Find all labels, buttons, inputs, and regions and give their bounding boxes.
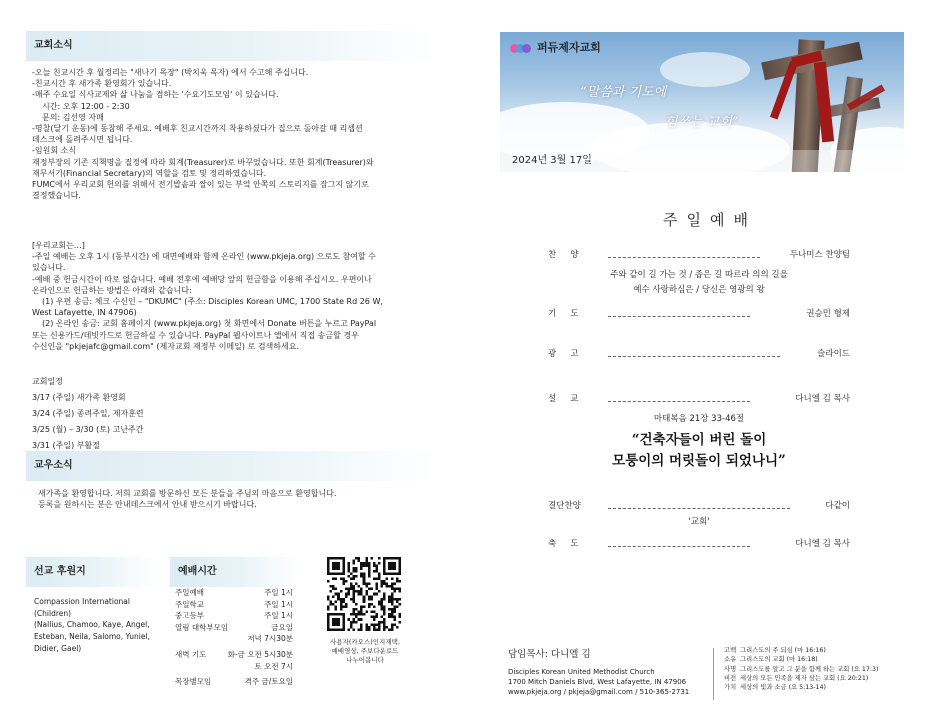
value-key: 사명 (724, 665, 737, 673)
order-label: 찬양 (548, 250, 593, 260)
worship-time-name: 주일예배 (175, 588, 204, 597)
calendar-item: 3/24 (주일) 종려주일, 제자훈련 (32, 409, 144, 418)
online-line: (1) 우편 송금: 체크 수신인 – "DKUMC" (주소: Disciples Korean UMC, 1700 State Rd 26 W, (42, 296, 383, 306)
greeting-body (38, 488, 428, 510)
sermon-title-line: “건축자들이 버린 돌이 (631, 432, 767, 448)
online-line: -주일 예배는 오후 1시 (동부시간) 에 대면예배와 함께 온라인 (www.pkjeja.org) 으로도 참여할 수 (32, 252, 376, 262)
mission-line: Didier, Gael) (34, 643, 82, 653)
value-text: 그리스도의 교회 (마 16:18) (740, 656, 818, 664)
worship-times-title: 예배시간 (178, 566, 217, 577)
online-line: 수신인을 "pkjejafc@gmail.com" (제자교회 재정부 이메일) 로 검색하세요. (32, 341, 300, 351)
hymn-line: 예수 사랑하심은 / 당신은 영광의 왕 (633, 284, 765, 295)
value-item (724, 674, 878, 683)
scripture: 마태복음 21장 33-46절 (653, 414, 745, 424)
mission-line: (Nallius, Chamoo, Kaye, Angel, (34, 620, 150, 630)
value-item (724, 665, 878, 674)
value-text: 세상의 모든 민족을 제자 삼는 교회 (요 20:21) (740, 674, 869, 682)
qr-caption-line: 나누어봅니다 (346, 655, 384, 664)
order-label: 축도 (548, 539, 593, 549)
worship-times-list (175, 588, 293, 689)
online-line: West Lafayette, IN 47906) (32, 308, 137, 318)
pastor-name: 담임목사: 다니엘 김 (508, 649, 591, 660)
order-row (548, 539, 850, 553)
online-heading: [우리교회는…] (32, 241, 85, 250)
value-text: 세상의 빛과 소금 (요 5:13-14) (740, 684, 827, 692)
worship-time-row (175, 650, 293, 662)
online-line: -예배 중 헌금시간이 따로 없습니다. 예배 전후에 예배당 앞의 헌금함을 이용해 주십시오. 우편이나 (32, 274, 372, 284)
order-value: 슬라이드 (817, 349, 850, 359)
news-title: 교회소식 (34, 40, 73, 51)
qr-caption (320, 638, 410, 664)
worship-times-banner (170, 557, 298, 587)
bulletin-date: 2024년 3월 17일 (512, 155, 592, 166)
order-label: 기도 (548, 309, 593, 319)
hymn-line: 주와 같이 길 가는 것 / 좁은 길 따르라 의의 길을 (610, 270, 788, 280)
value-text: 그리스도의 주 되심 (마 16:16) (740, 647, 826, 654)
news-line: -임원회 소식 (32, 146, 77, 156)
mission-line: Esteban, Neila, Salomo, Yuniel, (34, 631, 150, 641)
worship-time-row (175, 677, 293, 689)
online-line: 있습니다. (32, 263, 66, 273)
value-item (724, 655, 878, 664)
worship-time-row (175, 634, 293, 646)
news-line: -친교시간 후 새가족 환영회가 있습니다. (32, 79, 172, 89)
value-item (724, 683, 878, 692)
value-key: 소유 (724, 656, 737, 664)
order-row (548, 349, 850, 363)
online-line: 또는 신용카드/데빗카드로 헌금하실 수 있습니다. PayPal 웹사이트나 앱에서 직접 송금할 경우 (32, 330, 359, 340)
church-address: 1700 Mitch Daniels Blvd, West Lafayette, IN 47906 (508, 678, 687, 687)
order-label: 설교 (548, 394, 593, 404)
order-value: 두나미스 찬양팀 (789, 250, 850, 260)
order-value: 권승민 형제 (806, 309, 850, 319)
qr-caption-line: 사용자(카오스)인지재택, (330, 638, 400, 646)
greeting-title: 교우소식 (34, 460, 73, 471)
order-value: 다같이 (825, 501, 850, 511)
worship-time-value: 저녁 7시30분 (247, 634, 293, 644)
sermon-title-line: 모퉁이의 머릿돌이 되었나니” (612, 452, 786, 469)
news-line: 문의: 김선영 자매 (42, 112, 104, 122)
order-row (548, 394, 850, 408)
church-logo (510, 40, 601, 55)
news-banner (26, 31, 436, 61)
order-value: 다니엘 김 목사 (795, 394, 850, 404)
order-row (548, 309, 850, 323)
news-line: 재정부장의 기존 직책명을 질정에 따라 회계(Treasurer)로 바꾸었습니다. 또한 회계(Treasurer)와 (32, 157, 374, 167)
calendar-item: 3/25 (월) – 3/30 (토) 고난주간 (32, 425, 144, 434)
church-name: 퍼듀제자교회 (537, 41, 601, 54)
worship-time-row (175, 611, 293, 623)
worship-time-value: 토 오전 7시 (254, 661, 293, 671)
service-title: 주일예배 (663, 211, 757, 229)
value-key: 비전 (724, 674, 737, 682)
order-row (548, 250, 850, 264)
mission-line: (Children) (34, 608, 72, 618)
worship-time-name: 목장별모임 (175, 677, 212, 687)
worship-time-name: 주일학교 (175, 599, 204, 609)
order-label: 결단찬양 (548, 501, 581, 511)
worship-time-row (175, 600, 293, 612)
slogan-line-2: 힘쓰는 교회” (665, 115, 739, 130)
mission-line: Compassion International (34, 597, 130, 606)
worship-time-value: 격주 금/토요일 (244, 677, 293, 687)
greeting-line: 등록을 원하시는 분은 안내데스크에서 안내 받으시기 바랍니다. (38, 500, 257, 510)
mission-body (34, 596, 164, 654)
worship-time-value: 주일 1시 (264, 611, 293, 621)
footer-contact (508, 648, 689, 698)
worship-time-row (175, 662, 293, 674)
mission-title: 선교 후원지 (34, 566, 86, 577)
news-line: 재무서기(Financial Secretary)의 역할을 검토 및 정리하였습니다. (32, 168, 267, 178)
news-line: -매주 수요일 식사교제와 삶 나눔을 겸하는 '수요기도모임' 이 있습니다. (32, 90, 279, 100)
value-item (724, 646, 878, 655)
online-section (32, 240, 432, 352)
response-song: '교회' (688, 517, 710, 527)
news-body (32, 67, 432, 201)
hymn-list (548, 268, 850, 298)
value-key: 가치 (724, 684, 737, 692)
online-line: (2) 온라인 송금: 교회 홈페이지 (www.pkjeja.org) 첫 화면에서 Donate 버튼을 누르고 PayPal (42, 319, 377, 329)
qr-caption-line: 예배영상, 주보다운로드 (331, 646, 399, 655)
qr-code[interactable] (327, 557, 401, 631)
church-logo-icon (510, 41, 532, 55)
mission-banner (26, 557, 156, 587)
core-values (724, 646, 878, 693)
worship-time-value: 주일 1시 (264, 599, 293, 609)
order-label: 광고 (548, 349, 593, 359)
worship-time-name: 열림 대학부모임 (175, 622, 229, 632)
sermon-title (548, 430, 850, 472)
news-line: 시간: 오후 12:00 - 2:30 (42, 101, 130, 111)
calendar-heading: 교회일정 (32, 377, 63, 386)
news-line: -명찰(달기 운동)에 동참해 주세요. 예배후 친교시간까지 착용하셨다가 집으로 돌아갈 때 리셉션 (32, 123, 363, 133)
greeting-line: 새가족을 환영합니다. 저희 교회를 방문하신 모든 분들을 주님의 마음으로 환영합니다. (38, 489, 337, 498)
news-line: 데스크에 돌려주시면 됩니다. (32, 135, 133, 145)
worship-time-row (175, 623, 293, 635)
value-key: 고백 (724, 647, 737, 654)
slogan-line-1: “말씀과 기도에 (580, 85, 667, 100)
worship-time-value: 금요일 (271, 622, 293, 632)
worship-time-name: 새벽 기도 (175, 649, 207, 659)
worship-time-value: 주일 1시 (264, 588, 293, 597)
worship-time-value: 화-금 오전 5시30분 (227, 649, 293, 659)
church-english-name: Disciples Korean United Methodist Church (508, 668, 655, 677)
greeting-banner (26, 451, 436, 481)
calendar-item: 3/17 (주일) 새가족 환영회 (32, 393, 126, 402)
news-line: 결정했습니다. (32, 191, 81, 201)
value-text: 그리스도를 알고 그 분을 함께 하는 교회 (요 17:3) (740, 665, 879, 673)
news-line: FUMC에서 우리교회 헌의를 위해서 전기밥솥과 쌀이 있는 부엌 안쪽의 스토리지를 잠그지 않기로 (32, 179, 369, 189)
calendar-item: 3/31 (주일) 부활절 (32, 441, 100, 450)
order-row (548, 501, 850, 515)
worship-time-name: 중고등부 (175, 611, 204, 621)
order-value: 다니엘 김 목사 (795, 539, 850, 549)
worship-time-row (175, 588, 293, 600)
news-line: -오늘 친교시간 후 월정리는 "새나기 목장" (박치욱 목자) 에서 수고해 주십니다. (32, 68, 309, 77)
church-contact[interactable]: www.pkjeja.org / pkjeja@gmail.com / 510-365-2731 (508, 687, 690, 696)
calendar-section (32, 374, 282, 454)
online-line: 온라인으로 헌금하는 방법은 아래와 같습니다: (32, 285, 192, 295)
